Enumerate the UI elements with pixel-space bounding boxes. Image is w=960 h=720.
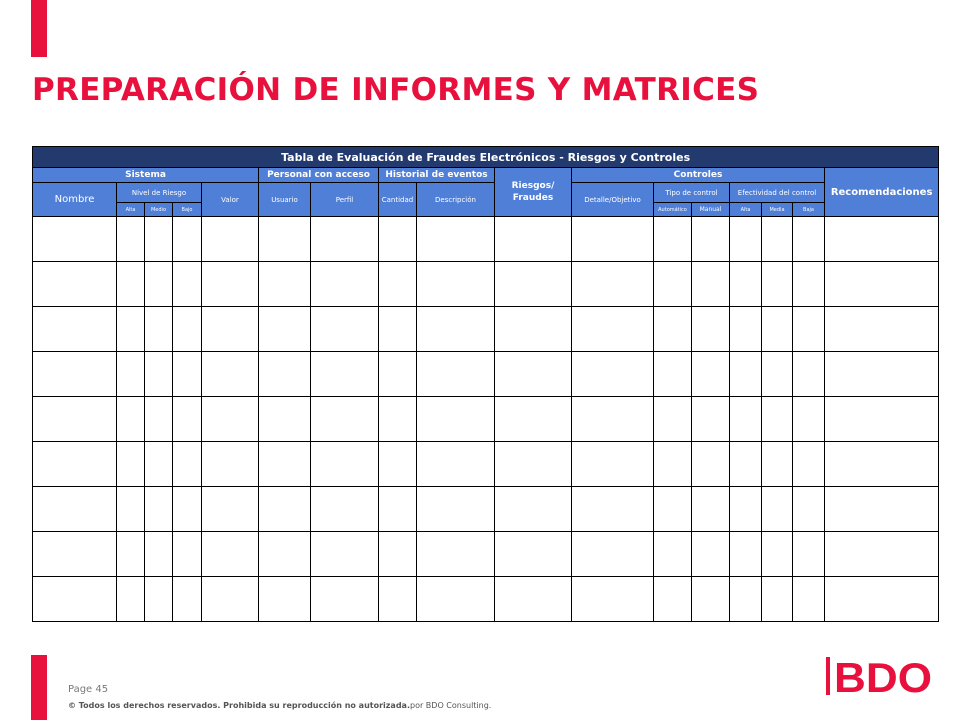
page-number: Page 45 [68,684,109,695]
table-cell[interactable] [379,397,417,442]
table-cell[interactable] [495,307,572,352]
table-cell[interactable] [311,397,379,442]
table-cell[interactable] [117,307,145,352]
logo-text: BDO [834,654,932,696]
table-cell[interactable] [730,577,762,622]
table-cell[interactable] [202,307,259,352]
table-cell[interactable] [825,262,939,307]
table-cell[interactable] [259,397,311,442]
table-cell[interactable] [825,307,939,352]
table-cell[interactable] [259,577,311,622]
table-cell[interactable] [654,532,692,577]
table-cell[interactable] [762,487,793,532]
table-cell[interactable] [33,442,117,487]
table-row [33,532,939,577]
bottom-accent-bar [31,655,47,720]
table-cell[interactable] [692,532,730,577]
table-cell[interactable] [730,532,762,577]
table-cell[interactable] [793,307,825,352]
evaluation-table [32,146,939,622]
table-cell[interactable] [793,352,825,397]
table-cell[interactable] [379,307,417,352]
copyright-rest: por BDO Consulting. [409,701,492,710]
table-cell[interactable] [117,217,145,262]
top-accent-bar [31,0,47,57]
table-cell[interactable] [379,532,417,577]
table-cell[interactable] [495,487,572,532]
table-cell[interactable] [311,217,379,262]
table-cell[interactable] [730,397,762,442]
subcol-efectividad-media: Media [762,203,793,217]
table-cell[interactable] [173,487,202,532]
table-cell[interactable] [259,352,311,397]
table-cell[interactable] [117,262,145,307]
table-cell[interactable] [793,262,825,307]
table-cell[interactable] [692,397,730,442]
table-cell[interactable] [173,217,202,262]
table-cell[interactable] [654,262,692,307]
table-row [33,577,939,622]
table-cell[interactable] [762,217,793,262]
table-cell[interactable] [173,577,202,622]
subcol-tipo-manual: Manual [692,203,730,217]
table-cell[interactable] [202,262,259,307]
table-cell[interactable] [33,487,117,532]
subcol-tipo-automatico: Automático [654,203,692,217]
copyright-bold: © Todos los derechos reservados. Prohibida su reproducción no autorizada. [68,701,410,710]
logo-bar [826,657,830,695]
table-cell[interactable] [117,352,145,397]
group-riesgos-fraudes: Riesgos/ Fraudes [495,168,572,217]
col-nombre: Nombre [33,183,117,217]
table-cell[interactable] [417,487,495,532]
table-cell[interactable] [33,532,117,577]
table-cell[interactable] [654,352,692,397]
table-cell[interactable] [762,442,793,487]
table-cell[interactable] [730,442,762,487]
table-cell[interactable] [654,307,692,352]
table-cell[interactable] [692,487,730,532]
table-row [33,262,939,307]
table-cell[interactable] [825,217,939,262]
table-cell[interactable] [417,442,495,487]
table-cell[interactable] [730,262,762,307]
col-perfil: Perfil [311,183,379,217]
table-cell[interactable] [117,532,145,577]
table-cell[interactable] [259,217,311,262]
table-cell[interactable] [311,262,379,307]
table-cell[interactable] [259,532,311,577]
table-cell[interactable] [417,352,495,397]
table-cell[interactable] [379,262,417,307]
table-cell[interactable] [825,352,939,397]
group-historial-eventos: Historial de eventos [379,168,495,183]
table-cell[interactable] [762,262,793,307]
table-cell[interactable] [259,442,311,487]
table-cell[interactable] [117,442,145,487]
table-cell[interactable] [495,532,572,577]
table-cell[interactable] [259,307,311,352]
table-cell[interactable] [495,442,572,487]
table-cell[interactable] [173,262,202,307]
table-cell[interactable] [259,262,311,307]
table-cell[interactable] [259,487,311,532]
table-cell[interactable] [417,307,495,352]
table-row [33,217,939,262]
table-cell[interactable] [202,442,259,487]
table-cell[interactable] [825,487,939,532]
subcol-riesgo-bajo: Bajo [173,203,202,217]
col-valor: Valor [202,183,259,217]
table-cell[interactable] [311,442,379,487]
table-cell[interactable] [793,442,825,487]
table-cell[interactable] [692,217,730,262]
table-cell[interactable] [173,352,202,397]
table-cell[interactable] [145,442,173,487]
table-cell[interactable] [825,532,939,577]
table-cell[interactable] [495,397,572,442]
col-nivel-riesgo: Nivel de Riesgo [117,183,202,203]
table-cell[interactable] [202,352,259,397]
table-cell[interactable] [145,307,173,352]
group-controles: Controles [572,168,825,183]
table-cell[interactable] [33,262,117,307]
table-row [33,352,939,397]
table-cell[interactable] [202,532,259,577]
table-cell[interactable] [173,397,202,442]
table-cell[interactable] [417,217,495,262]
table-cell[interactable] [173,307,202,352]
table-cell[interactable] [33,217,117,262]
table-body [33,217,939,622]
table-cell[interactable] [417,577,495,622]
table-cell[interactable] [417,397,495,442]
table-cell[interactable] [311,487,379,532]
table-cell[interactable] [145,397,173,442]
col-tipo-control: Tipo de control [654,183,730,203]
table-cell[interactable] [145,262,173,307]
table-row [33,442,939,487]
table-cell[interactable] [692,442,730,487]
table-cell[interactable] [572,217,654,262]
table-cell[interactable] [825,442,939,487]
table-cell[interactable] [825,397,939,442]
table-cell[interactable] [762,307,793,352]
table-cell[interactable] [572,262,654,307]
table-cell[interactable] [762,577,793,622]
col-cantidad: Cantidad [379,183,417,217]
table-cell[interactable] [572,352,654,397]
table-cell[interactable] [145,352,173,397]
table-cell[interactable] [825,577,939,622]
table-cell[interactable] [145,532,173,577]
table-cell[interactable] [762,352,793,397]
copyright-notice [68,701,491,710]
table-cell[interactable] [311,532,379,577]
table-cell[interactable] [654,577,692,622]
table-cell[interactable] [33,397,117,442]
table-cell[interactable] [654,397,692,442]
col-detalle-objetivo: Detalle/Objetivo [572,183,654,217]
table-cell[interactable] [202,217,259,262]
table-cell[interactable] [379,442,417,487]
table-cell[interactable] [730,217,762,262]
col-descripcion: Descripción [417,183,495,217]
col-usuario: Usuario [259,183,311,217]
table-cell[interactable] [311,577,379,622]
table-cell[interactable] [654,487,692,532]
table-cell[interactable] [495,262,572,307]
table-cell[interactable] [762,397,793,442]
subcol-riesgo-alta: Alta [117,203,145,217]
table-cell[interactable] [379,217,417,262]
table-cell[interactable] [117,577,145,622]
table-cell[interactable] [311,352,379,397]
table-cell[interactable] [379,577,417,622]
table-cell[interactable] [730,487,762,532]
table-cell[interactable] [793,217,825,262]
subcol-efectividad-alta: Alta [730,203,762,217]
col-efectividad-control: Efectividad del control [730,183,825,203]
table-cell[interactable] [417,262,495,307]
table-cell[interactable] [572,442,654,487]
table-cell[interactable] [145,487,173,532]
table-cell[interactable] [33,577,117,622]
table-cell[interactable] [117,487,145,532]
table-cell[interactable] [793,577,825,622]
table-cell[interactable] [692,262,730,307]
group-sistema: Sistema [33,168,259,183]
table-cell[interactable] [793,397,825,442]
table-cell[interactable] [117,397,145,442]
table-cell[interactable] [572,577,654,622]
table-cell[interactable] [654,217,692,262]
table-cell[interactable] [202,397,259,442]
bdo-logo [826,654,934,696]
table-cell[interactable] [495,352,572,397]
table-cell[interactable] [572,532,654,577]
table-cell[interactable] [692,352,730,397]
table-cell[interactable] [762,532,793,577]
table-cell[interactable] [202,577,259,622]
table-row [33,307,939,352]
table-cell[interactable] [495,577,572,622]
table-cell[interactable] [173,532,202,577]
table-cell[interactable] [793,532,825,577]
table-row [33,397,939,442]
table-row [33,487,939,532]
table-cell[interactable] [417,532,495,577]
subcol-riesgo-medio: Medio [145,203,173,217]
group-recomendaciones: Recomendaciones [825,168,939,217]
table-cell[interactable] [173,442,202,487]
table-cell[interactable] [572,307,654,352]
subcol-efectividad-baja: Baja [793,203,825,217]
table-cell[interactable] [145,577,173,622]
table-cell[interactable] [379,352,417,397]
table-caption: Tabla de Evaluación de Fraudes Electrónicos - Riesgos y Controles [33,147,939,168]
table-cell[interactable] [33,352,117,397]
table-cell[interactable] [692,307,730,352]
table-cell[interactable] [145,217,173,262]
table-cell[interactable] [730,352,762,397]
table-cell[interactable] [692,577,730,622]
table-cell[interactable] [33,307,117,352]
group-personal-acceso: Personal con acceso [259,168,379,183]
table-cell[interactable] [572,487,654,532]
table-cell[interactable] [572,397,654,442]
page-title: PREPARACIÓN DE INFORMES Y MATRICES [32,72,760,108]
table-cell[interactable] [730,307,762,352]
table-cell[interactable] [793,487,825,532]
table-cell[interactable] [202,487,259,532]
table-cell[interactable] [654,442,692,487]
table-cell[interactable] [495,217,572,262]
table-cell[interactable] [379,487,417,532]
table-cell[interactable] [311,307,379,352]
